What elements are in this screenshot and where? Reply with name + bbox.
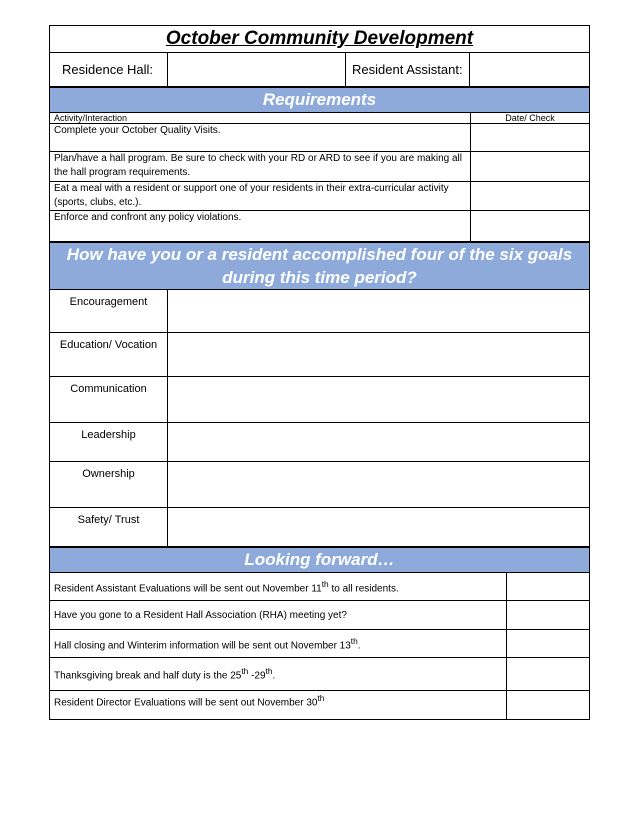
residence-hall-label: Residence Hall: (50, 53, 168, 87)
requirements-heading: Requirements (50, 88, 590, 113)
col-date-header: Date/ Check (471, 113, 590, 124)
form (49, 25, 589, 720)
col-activity-header: Activity/Interaction (50, 113, 471, 124)
looking-forward-check-field[interactable] (507, 691, 590, 720)
goal-label: Encouragement (50, 290, 168, 333)
goal-label: Communication (50, 377, 168, 423)
requirement-check-field[interactable] (471, 211, 590, 242)
looking-forward-item: Resident Assistant Evaluations will be sent out November 11th to all residents. (50, 573, 507, 601)
looking-forward-item: Have you gone to a Resident Hall Association (RHA) meeting yet? (50, 601, 507, 630)
requirement-item: Eat a meal with a resident or support one of your residents in their extra-curricular activity (sports, clubs, etc.). (50, 182, 471, 211)
resident-assistant-field[interactable] (470, 53, 590, 87)
header-table (49, 25, 590, 87)
goal-field[interactable] (168, 508, 590, 547)
goals-table (49, 242, 590, 547)
looking-forward-item: Hall closing and Winterim information will be sent out November 13th. (50, 630, 507, 658)
goal-field[interactable] (168, 290, 590, 333)
requirement-item: Plan/have a hall program. Be sure to check with your RD or ARD to see if you are making all the hall program requirements. (50, 152, 471, 182)
goal-label: Safety/ Trust (50, 508, 168, 547)
goal-field[interactable] (168, 462, 590, 508)
goal-label: Leadership (50, 423, 168, 462)
looking-forward-check-field[interactable] (507, 601, 590, 630)
goal-field[interactable] (168, 423, 590, 462)
goals-heading: How have you or a resident accomplished four of the six goals during this time period? (50, 243, 590, 290)
requirement-check-field[interactable] (471, 124, 590, 152)
residence-hall-field[interactable] (168, 53, 346, 87)
looking-forward-table (49, 547, 590, 720)
goal-label: Education/ Vocation (50, 333, 168, 377)
requirement-item: Complete your October Quality Visits. (50, 124, 471, 152)
looking-forward-check-field[interactable] (507, 658, 590, 691)
requirement-item: Enforce and confront any policy violations. (50, 211, 471, 242)
requirement-check-field[interactable] (471, 152, 590, 182)
goal-field[interactable] (168, 377, 590, 423)
page-title: October Community Development (50, 26, 590, 53)
resident-assistant-label: Resident Assistant: (346, 53, 470, 87)
looking-forward-item: Thanksgiving break and half duty is the 25th -29th. (50, 658, 507, 691)
looking-forward-item: Resident Director Evaluations will be sent out November 30th (50, 691, 507, 720)
requirement-check-field[interactable] (471, 182, 590, 211)
looking-forward-check-field[interactable] (507, 630, 590, 658)
goal-field[interactable] (168, 333, 590, 377)
requirements-table (49, 87, 590, 242)
looking-forward-heading: Looking forward… (50, 548, 590, 573)
looking-forward-check-field[interactable] (507, 573, 590, 601)
goal-label: Ownership (50, 462, 168, 508)
